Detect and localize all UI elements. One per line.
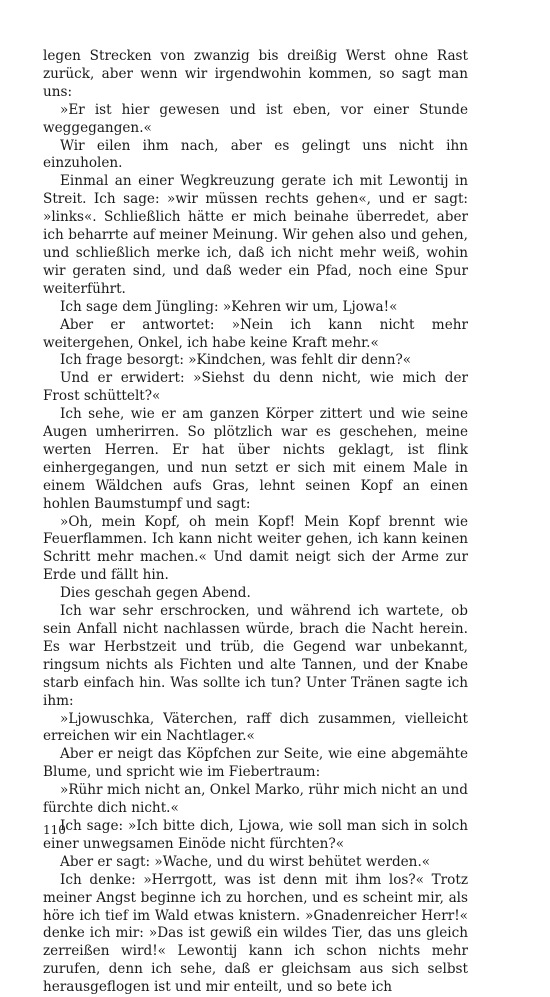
paragraph: Wir eilen ihm nach, aber es gelingt uns nicht ihn einzuholen. [43, 137, 468, 172]
paragraph: Dies geschah gegen Abend. [60, 585, 251, 602]
paragraph: Ich sage: »Ich bitte dich, Ljowa, wie soll man sich in solch einer unwegsamen Einöde nicht fürchten?« [43, 817, 468, 852]
paragraph: Ich sehe, wie er am ganzen Körper zittert und wie seine Augen umherirren. So plötzlich war es geschehen, meine werten Herren. Er hat über nichts geklagt, ist flink einhergegangen, und nun setzt er sich mit einem Male in einem Wäldchen aufs Gras, lehnt seinen Kopf an einen hohlen Baumstumpf und sagt: [43, 406, 468, 512]
body-text [43, 48, 468, 997]
paragraph: Ich frage besorgt: »Kindchen, was fehlt dir denn?« [60, 352, 412, 369]
paragraph: Ich sage dem Jüngling: »Kehren wir um, Ljowa!« [60, 298, 398, 315]
paragraph: »Ljowuschka, Väterchen, raff dich zusammen, vielleicht erreichen wir ein Nachtlager.« [43, 710, 468, 745]
paragraph: Ich denke: »Herrgott, was ist denn mit ihm los?« Trotz meiner Angst beginne ich zu horchen, und es scheint mir, als höre ich tief im Wald etwas knistern. »Gnadenreicher Herr!« denke ich mir: »Das ist gewiß ein wildes Tier, das uns gleich zerreißen wird!« Lewontij kann ich schon nichts mehr zurufen, denn ich sehe, daß er gleichsam aus sich selbst herausgeflogen ist und mir enteilt, und so bete ich [43, 871, 468, 996]
paragraph: Aber er antwortet: »Nein ich kann nicht mehr weitergehen, Onkel, ich habe keine Kraft mehr.« [43, 316, 468, 351]
paragraph: »Oh, mein Kopf, oh mein Kopf! Mein Kopf brennt wie Feuerflammen. Ich kann nicht weiter gehen, ich kann keinen Schritt mehr machen.« Und damit neigt sich der Arme zur Erde und fällt hin. [43, 513, 468, 584]
page-number: 110 [43, 823, 66, 837]
paragraph: Ich war sehr erschrocken, und während ich wartete, ob sein Anfall nicht nachlassen würde, brach die Nacht herein. Es war Herbstzeit und trüb, die Gegend war unbekannt, ringsum nichts als Fichten und alte Tannen, und der Knabe starb einfach hin. Was sollte ich tun? Unter Tränen sagte ich ihm: [43, 603, 468, 709]
paragraph: Aber er sagt: »Wache, und du wirst behütet werden.« [60, 853, 431, 870]
paragraph: »Er ist hier gewesen und ist eben, vor einer Stunde weggegangen.« [43, 101, 468, 136]
paragraph: Einmal an einer Wegkreuzung gerate ich mit Lewontij in Streit. Ich sage: »wir müssen rechts gehen«, und er sagt: »links«. Schließlich hätte er mich beinahe überredet, aber ich beharrte auf meiner Meinung. Wir gehen also und gehen, und schließlich merke ich, daß ich nicht mehr weiß, wohin wir geraten sind, und daß weder ein Pfad, noch eine Spur weiterführt. [43, 173, 468, 297]
paragraph: Und er erwidert: »Siehst du denn nicht, wie mich der Frost schüttelt?« [43, 370, 468, 405]
paragraph: Aber er neigt das Köpfchen zur Seite, wie eine abgemähte Blume, und spricht wie im Fiebertraum: [43, 746, 468, 781]
paragraph: »Rühr mich nicht an, Onkel Marko, rühr mich nicht an und fürchte dich nicht.« [43, 782, 468, 817]
paragraph: legen Strecken von zwanzig bis dreißig Werst ohne Rast zurück, aber wenn wir irgendwohin kommen, so sagt man uns: [43, 48, 468, 100]
